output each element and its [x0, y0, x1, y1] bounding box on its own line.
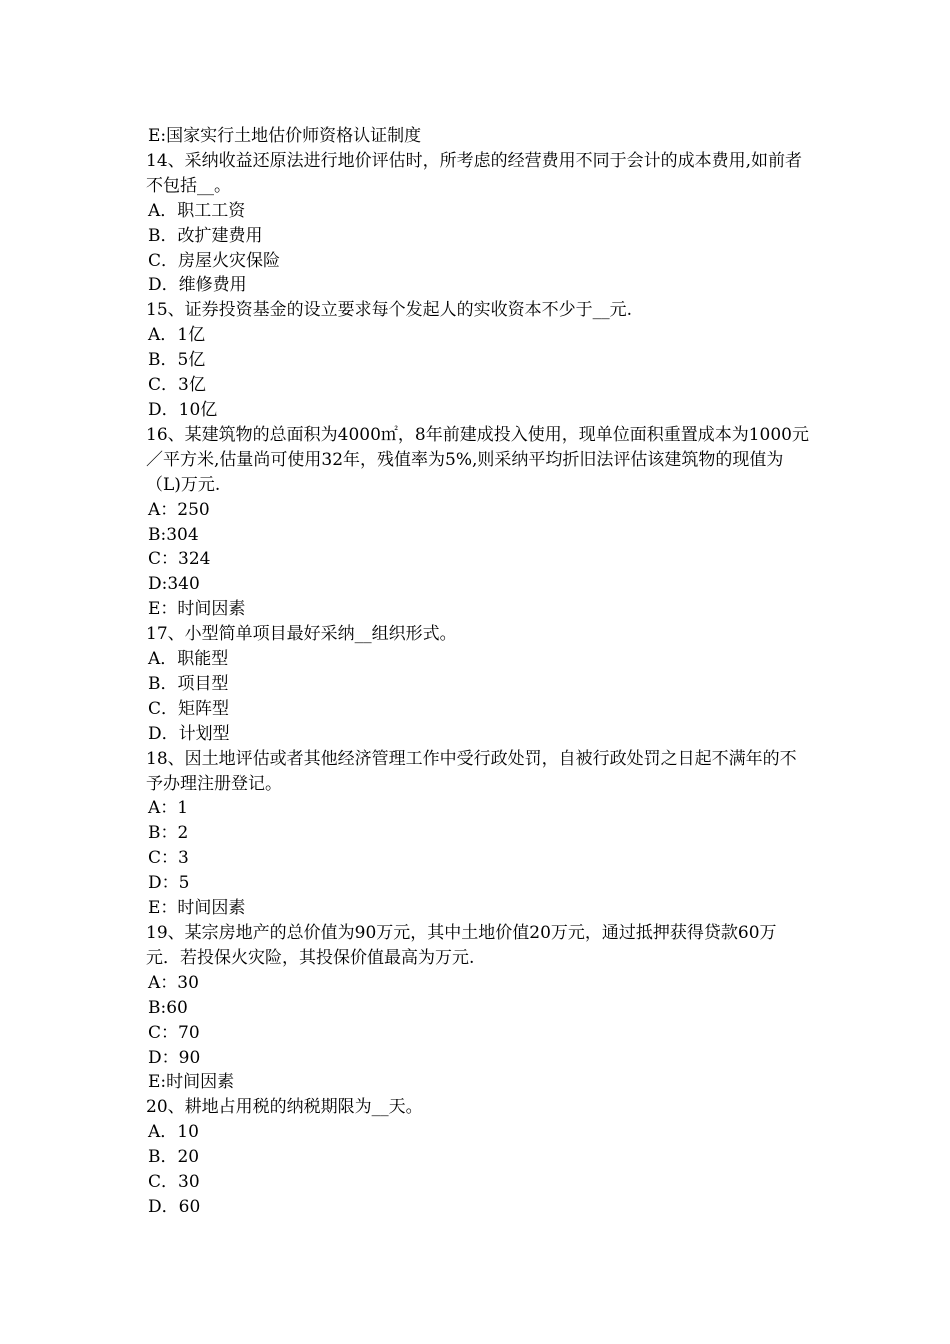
answer-option: E：时间因素: [148, 599, 246, 620]
answer-option: D．60: [148, 1196, 201, 1217]
answer-option: D:340: [148, 574, 200, 595]
answer-option: E:时间因素: [148, 1072, 235, 1093]
answer-option: C：70: [148, 1022, 200, 1043]
question-text: 16、某建筑物的总面积为4000㎡，8年前建成投入使用，现单位面积重置成本为1000元／平方米,估量尚可使用32年，残值率为5%,则采纳平均折旧法评估该建筑物的现值为（L)万元.: [146, 424, 809, 495]
answer-option: C．房屋火灾保险: [148, 250, 281, 271]
answer-option: D．10亿: [148, 399, 218, 420]
answer-option: E：时间因素: [148, 898, 246, 919]
question-text: 19、某宗房地产的总价值为90万元，其中土地价值20万元，通过抵押获得贷款60万元．若投保火灾险，其投保价值最高为万元.: [146, 923, 777, 968]
answer-option: C．30: [148, 1172, 200, 1193]
answer-option: D．维修费用: [148, 275, 247, 296]
answer-option: C：3: [148, 848, 189, 869]
answer-option: B:60: [148, 997, 188, 1018]
answer-option: B：2: [148, 823, 189, 844]
question-text: 18、因土地评估或者其他经济管理工作中受行政处罚，自被行政处罚之日起不满年的不予办理注册登记。: [146, 748, 797, 794]
answer-option: B．5亿: [148, 350, 206, 371]
answer-option: A：30: [148, 972, 199, 993]
question-text: 14、采纳收益还原法进行地价评估时，所考虑的经营费用不同于会计的成本费用,如前者不包括__。: [146, 150, 803, 196]
answer-option: B．项目型: [148, 673, 229, 694]
question-text: 17、小型简单项目最好采纳__组织形式。: [146, 624, 457, 645]
answer-option: C．矩阵型: [148, 698, 230, 719]
answer-option: A．1亿: [148, 325, 206, 346]
answer-option: A．职能型: [148, 649, 229, 670]
answer-option: E:国家实行土地估价师资格认证制度: [148, 126, 422, 146]
answer-option: A．10: [148, 1122, 199, 1143]
answer-option: B．改扩建费用: [148, 225, 263, 246]
answer-option: A：250: [148, 499, 210, 520]
answer-option: D．计划型: [148, 723, 230, 744]
answer-option: D：5: [148, 873, 190, 894]
document-body: [146, 124, 810, 1220]
question-text: 20、耕地占用税的纳税期限为__天。: [146, 1097, 423, 1118]
answer-option: C：324: [148, 549, 211, 570]
answer-option: A：1: [148, 798, 189, 819]
answer-option: B．20: [148, 1147, 200, 1168]
answer-option: D：90: [148, 1047, 201, 1068]
answer-option: B:304: [148, 524, 199, 545]
answer-option: A．职工工资: [148, 200, 246, 221]
question-text: 15、证券投资基金的设立要求每个发起人的实收资本不少于__元.: [146, 300, 633, 321]
answer-option: C．3亿: [148, 375, 206, 396]
